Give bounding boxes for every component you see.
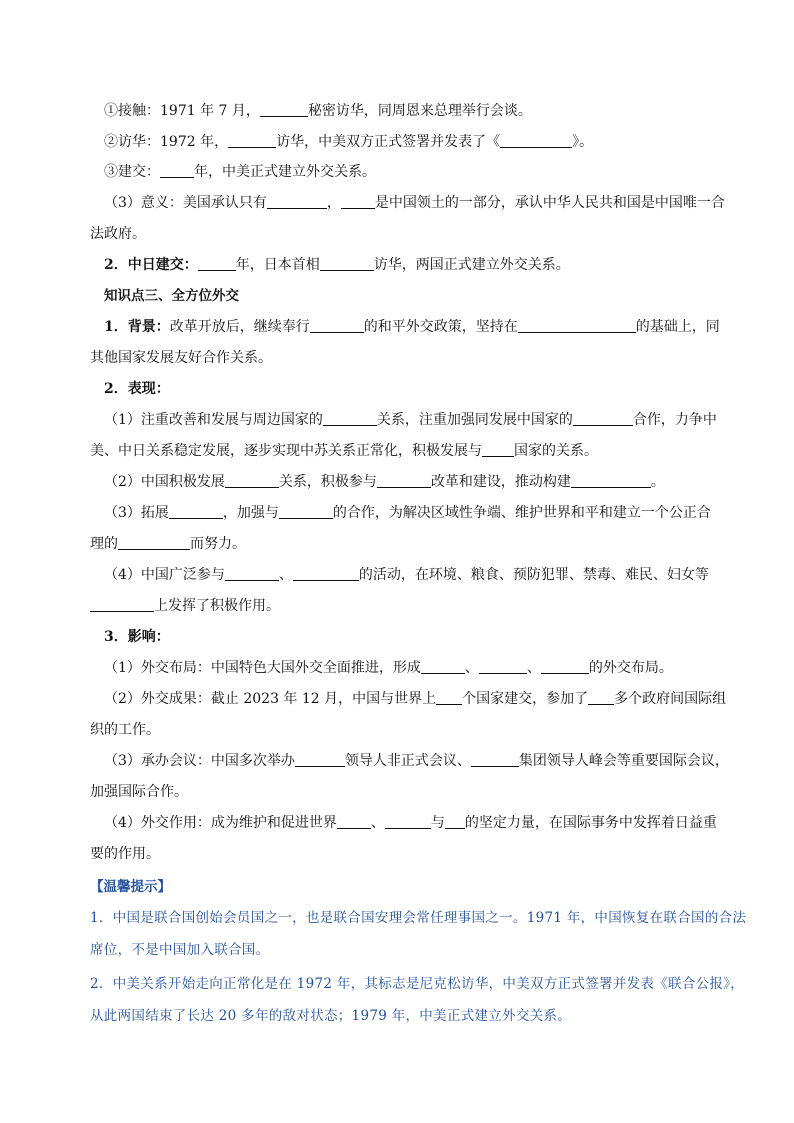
text: 。	[650, 474, 665, 490]
text: 访华，中美双方正式签署并发表了《	[276, 134, 501, 150]
section-heading: 知识点三、全方位外交	[104, 288, 239, 304]
text: 》。	[572, 134, 594, 150]
fill-blank[interactable]	[293, 566, 359, 581]
establish-line	[104, 163, 754, 181]
fill-blank[interactable]	[571, 473, 651, 488]
text: （3）承办会议：中国多次举办	[104, 753, 295, 769]
text: 、	[370, 815, 385, 831]
text: 2．中日建交：	[104, 257, 198, 273]
text: 领导人非正式会议、	[344, 753, 471, 769]
visit-line	[104, 133, 754, 151]
background-line	[104, 318, 754, 336]
text: 上发挥了积极作用。	[154, 598, 280, 614]
fill-blank[interactable]	[198, 256, 236, 271]
text: 秘密访华，同周恩来总理举行会谈。	[307, 103, 532, 119]
performance-4b	[90, 597, 740, 615]
text: （4）外交作用：成为维护和促进世界	[104, 815, 337, 831]
text: 的外交布局。	[588, 660, 673, 676]
text: （4）中国广泛参与	[104, 567, 225, 583]
fill-blank[interactable]	[436, 690, 462, 705]
text: 1．背景：	[104, 319, 170, 335]
fill-blank[interactable]	[160, 163, 194, 178]
text: ②访华：1972 年，	[104, 134, 229, 150]
impact-4	[104, 814, 754, 832]
tip-2b: 从此两国结束了长达 20 多年的敌对状态；1979 年，中美正式建立外交关系。	[90, 1008, 572, 1024]
performance-2	[104, 473, 754, 491]
text: 改革和建设，推动构建	[430, 474, 571, 490]
text: ①接触：1971 年 7 月，	[104, 103, 260, 119]
text: 集团领导人峰会等重要国际会议，	[518, 753, 729, 769]
text: 多个政府间国际组	[614, 691, 727, 707]
fill-blank[interactable]	[588, 690, 614, 705]
fill-blank[interactable]	[320, 256, 374, 271]
text: 的坚定力量，在国际事务中发挥着日益重	[464, 815, 717, 831]
text: 关系，注重加强同发展中国家的	[376, 412, 573, 428]
fill-blank[interactable]	[267, 194, 327, 209]
tips-title: 【温馨提示】	[90, 879, 171, 895]
fill-blank[interactable]	[295, 752, 345, 767]
fill-blank[interactable]	[541, 659, 589, 674]
text: 、	[526, 660, 541, 676]
fill-blank[interactable]	[482, 442, 514, 457]
fill-blank[interactable]	[228, 133, 276, 148]
text: 年，日本首相	[235, 257, 320, 273]
fill-blank[interactable]	[500, 133, 572, 148]
text: 关系，积极参与	[278, 474, 377, 490]
text: 是中国领土的一部分，承认中华人民共和国是中国唯一合	[374, 195, 725, 211]
fill-blank[interactable]	[169, 504, 223, 519]
text: 的基础上，同	[635, 319, 720, 335]
contact-line	[104, 102, 754, 120]
impact-4b: 要的作用。	[90, 846, 160, 862]
impact-2b: 织的工作。	[90, 722, 160, 738]
meaning-line-2: 法政府。	[90, 226, 146, 242]
tip-1: 1．中国是联合国创始会员国之一，也是联合国安理会常任理事国之一。1971 年，中国恢复在联合国的合法	[90, 910, 747, 926]
text: 而努力。	[190, 536, 246, 552]
text: 年，中美正式建立外交关系。	[194, 164, 376, 180]
text: 的和平外交政策，坚持在	[363, 319, 518, 335]
fill-blank[interactable]	[310, 318, 364, 333]
text: 理的	[90, 536, 118, 552]
text: 、	[464, 660, 479, 676]
text: 美、中日关系稳定发展，逐步实现中苏关系正常化，积极发展与	[90, 443, 482, 459]
text: 合作，力争中	[632, 412, 717, 428]
fill-blank[interactable]	[90, 597, 154, 612]
text: 、	[278, 567, 293, 583]
fill-blank[interactable]	[445, 814, 465, 829]
text: （3）拓展	[104, 505, 169, 521]
text: ，	[326, 195, 341, 211]
performance-1b	[90, 442, 740, 460]
fill-blank[interactable]	[471, 752, 519, 767]
fill-blank[interactable]	[421, 659, 465, 674]
impact-3b: 加强国际合作。	[90, 784, 188, 800]
fill-blank[interactable]	[225, 566, 279, 581]
text: 个国家建交，参加了	[462, 691, 589, 707]
fill-blank[interactable]	[337, 814, 371, 829]
text: （1）外交布局：中国特色大国外交全面推进，形成	[104, 660, 421, 676]
performance-3	[104, 504, 754, 522]
performance-title: 2．表现：	[104, 381, 170, 397]
fill-blank[interactable]	[323, 411, 377, 426]
background-line-2: 其他国家发展友好合作关系。	[90, 350, 272, 366]
fill-blank[interactable]	[118, 535, 190, 550]
text: 改革开放后，继续奉行	[169, 319, 310, 335]
performance-3b	[90, 535, 740, 553]
fill-blank[interactable]	[518, 318, 636, 333]
meaning-line	[104, 194, 754, 212]
impact-1	[104, 659, 754, 677]
fill-blank[interactable]	[341, 194, 375, 209]
tip-1b: 席位，不是中国加入联合国。	[90, 942, 270, 958]
sino-japan-line	[104, 256, 754, 274]
tip-2: 2．中美关系开始走向正常化是在 1972 年，其标志是尼克松访华，中美双方正式签署并发表《联合公报》，	[90, 976, 745, 992]
impact-2	[104, 690, 754, 708]
text: （3）意义：美国承认只有	[104, 195, 267, 211]
text: 的合作，为解决区域性争端、维护世界和平和建立一个公正合	[332, 505, 711, 521]
text: （2）中国积极发展	[104, 474, 225, 490]
fill-blank[interactable]	[225, 473, 279, 488]
text: ③建交：	[104, 164, 160, 180]
text: （2）外交成果：截止 2023 年 12 月，中国与世界上	[104, 691, 437, 707]
impact-3	[104, 752, 754, 770]
text: 的活动，在环境、粮食、预防犯罪、禁毒、难民、妇女等	[358, 567, 709, 583]
text: 与	[430, 815, 445, 831]
fill-blank[interactable]	[385, 814, 431, 829]
performance-1	[104, 411, 754, 429]
fill-blank[interactable]	[377, 473, 431, 488]
text: 访华，两国正式建立外交关系。	[373, 257, 570, 273]
fill-blank[interactable]	[573, 411, 633, 426]
performance-4	[104, 566, 754, 584]
fill-blank[interactable]	[479, 659, 527, 674]
impact-title: 3．影响：	[104, 629, 170, 645]
text: （1）注重改善和发展与周边国家的	[104, 412, 323, 428]
fill-blank[interactable]	[260, 102, 308, 117]
text: 国家的关系。	[514, 443, 598, 459]
fill-blank[interactable]	[279, 504, 333, 519]
text: ，加强与	[222, 505, 279, 521]
